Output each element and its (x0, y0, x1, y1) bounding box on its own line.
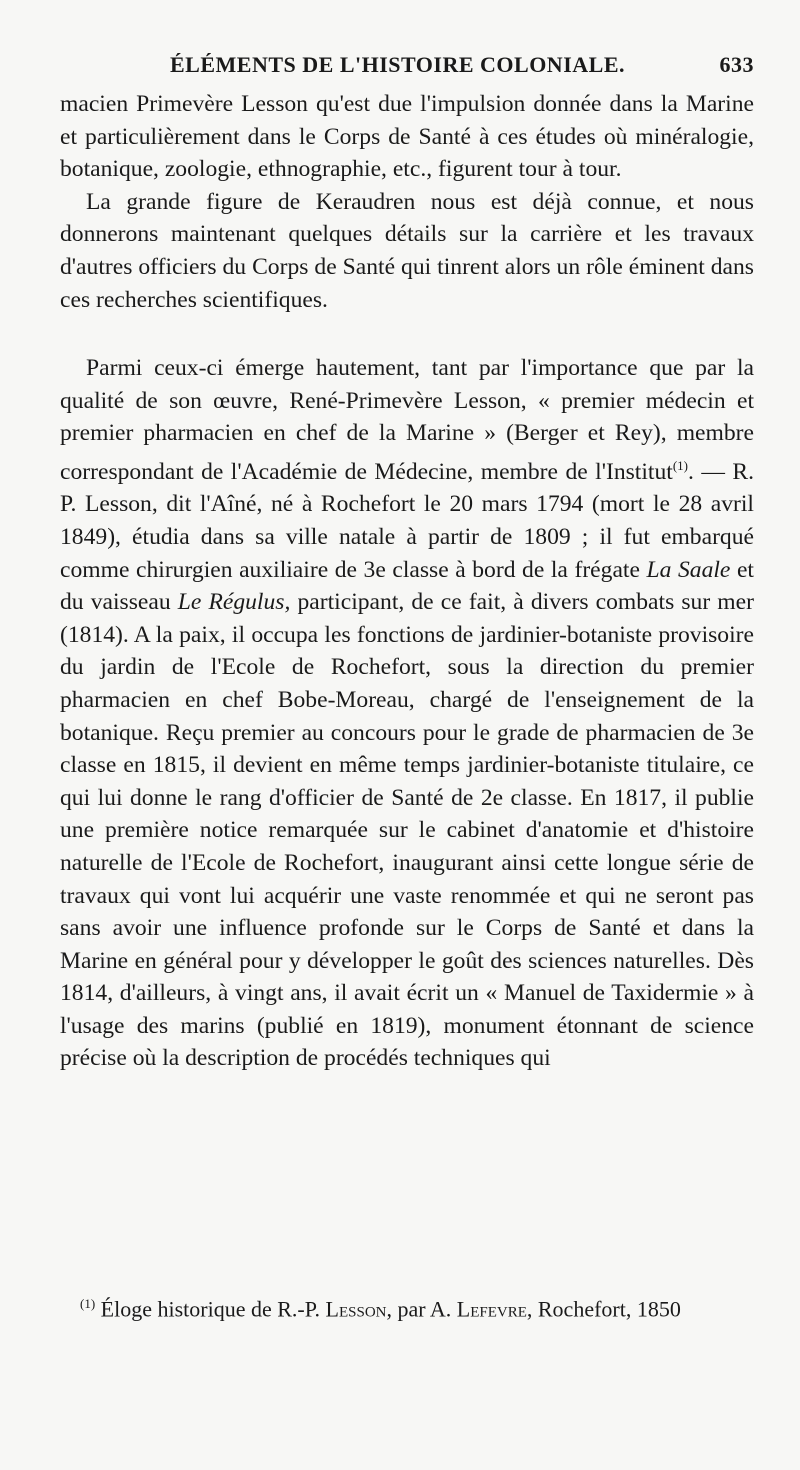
running-title: ÉLÉMENTS DE L'HISTOIRE COLONIALE. (170, 52, 625, 77)
footnote-text-c: , Rochefort, 1850 (526, 1296, 681, 1322)
ship-name-regulus: Le Régulus, (177, 589, 291, 616)
page (60, 52, 754, 1075)
footnote-text-b: , par A. (386, 1296, 457, 1322)
body-text (60, 88, 754, 1075)
ship-name-saale: La Saale (646, 556, 731, 583)
page-number: 633 (719, 52, 754, 77)
footnote-author: Lefevre (456, 1296, 527, 1322)
paragraph-3-part-b: . — R. P. Lesson, dit l'Aîné, né à Rochefort le 20 mars 1794 (mort le 28 avril 1849), étudia dans sa ville natale à partir de 1809 ; il fut embarqué comme chirurgien auxiliaire de 3e classe à bord de la frégate (60, 458, 754, 583)
paragraph-3-part-c: et du vaisseau (60, 556, 754, 616)
paragraph-3 (60, 352, 754, 1075)
footnote-author-subject: Lesson (325, 1296, 387, 1322)
footnote (80, 1296, 760, 1322)
paragraph-1: macien Primevère Lesson qu'est due l'impulsion donnée dans la Marine et particulièrement dans le Corps de Santé à ces études où minéralogie, botanique, zoologie, ethnographie, etc., figurent tour à tour. (60, 91, 754, 183)
paragraph-3-part-a: Parmi ceux-ci émerge hautement, tant par l'importance que par la qualité de son œuvre, René-Primevère Lesson, « premier médecin et premier pharmacien en chef de la Marine » (Berger et Rey), membre correspondant de l'Académie de Médecine, membre de l'Institut (60, 355, 754, 485)
footnote-text-a: Éloge historique de R.-P. (100, 1296, 326, 1322)
footnote-marker: (1) (80, 1296, 96, 1311)
paragraph-2: La grande figure de Keraudren nous est déjà connue, et nous donnerons maintenant quelques détails sur la carrière et les travaux d'autres officiers du Corps de Santé qui tinrent alors un rôle éminent dans ces recherches scientifiques. (60, 188, 754, 313)
section-gap (60, 316, 754, 352)
running-header (60, 52, 754, 78)
paragraph-3-part-d: participant, de ce fait, à divers combats sur mer (1814). A la paix, il occupa les fonctions de jardinier-botaniste provisoire du jardin de l'Ecole de Rochefort, sous la direction du premier pharmacien en chef Bobe-Moreau, chargé de l'enseignement de la botanique. Reçu premier au concours pour le grade de pharmacien de 3e classe en 1815, il devient en même temps jardinier-botaniste titulaire, ce qui lui donne le rang d'officier de Santé de 2e classe. En 1817, il publie une première notice remarquée sur le cabinet d'anatomie et d'histoire naturelle de l'Ecole de Rochefort, inaugurant ainsi cette longue série de travaux qui vont lui acquérir une vaste renommée et qui ne seront pas sans avoir une influence profonde sur le Corps de Santé et dans la Marine en général pour y développer le goût des sciences naturelles. Dès 1814, d'ailleurs, à vingt ans, il avait écrit un « Manuel de Taxidermie » à l'usage des marins (publié en 1819), monument étonnant de science précise où la description de procédés techniques qui (60, 589, 754, 1072)
footnote-reference: (1) (672, 457, 688, 473)
